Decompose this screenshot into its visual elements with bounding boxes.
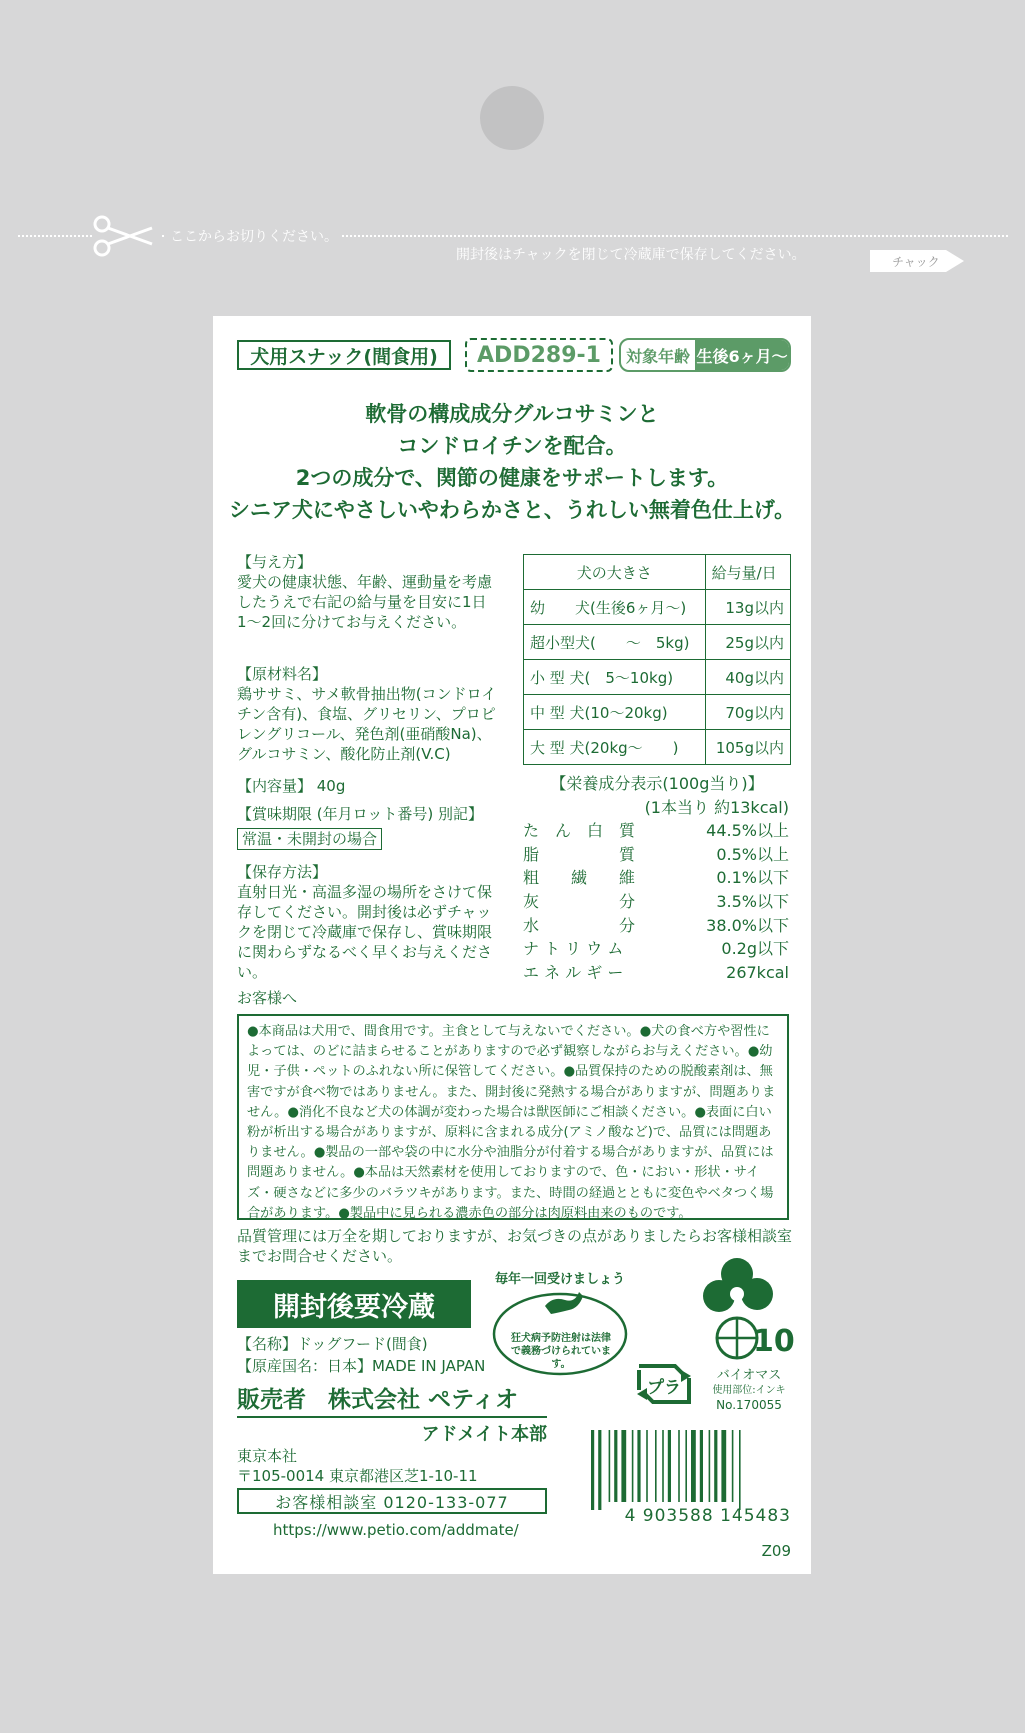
biomass-icon — [697, 1252, 797, 1364]
name-line: 【名称】ドッグフード(間食) — [237, 1335, 428, 1353]
zipper-hint: 開封後はチャックを閉じて冷蔵庫で保存してください。 — [456, 247, 806, 263]
headline-2: コンドロイチンを配合。 — [397, 434, 627, 458]
barcode-bar — [709, 1430, 711, 1502]
product-code-tag: ADD289-1 — [465, 338, 613, 372]
nutrition-value: 0.5%以上 — [716, 844, 789, 864]
label-panel — [213, 316, 811, 1574]
table-cell: 40g以内 — [705, 660, 790, 695]
biomass-no: No.170055 — [716, 1398, 782, 1412]
seller-label: 販売者 — [237, 1387, 306, 1413]
nutrition-label: 水 分 — [523, 915, 636, 935]
barcode-bar — [739, 1430, 741, 1510]
table-cell: 大 型 犬(20kg〜 ) — [524, 730, 706, 765]
content-amount: 【内容量】 40g — [237, 777, 346, 795]
nutrition-value: 267kcal — [726, 962, 789, 982]
to-customer: お客様へ — [237, 989, 298, 1007]
table-header-row — [524, 555, 791, 590]
hang-hole — [480, 86, 544, 150]
table-cell: 105g以内 — [705, 730, 790, 765]
table-row — [524, 695, 791, 730]
feeding-section — [237, 552, 501, 632]
phone-box: お客様相談室 0120-133-077 — [237, 1488, 547, 1514]
quality-note: 品質管理には万全を期しておりますが、お気づきの点がありましたらお客様相談室までお問合せください。 — [237, 1227, 793, 1265]
barcode-bar — [646, 1430, 648, 1502]
headline-4: シニア犬にやさしいやわらかさと、うれしい無着色仕上げ。 — [228, 498, 796, 522]
barcode-image — [589, 1430, 789, 1510]
rabies-text: 狂犬病予防注射は法律で義務づけられています。 — [511, 1333, 611, 1370]
nutrition-row — [523, 843, 789, 867]
table-cell: 13g以内 — [705, 590, 790, 625]
plastic-recycle-icon — [633, 1358, 695, 1410]
table-cell: 25g以内 — [705, 625, 790, 660]
address: 〒105-0014 東京都港区芝1-10-11 — [237, 1467, 478, 1485]
table-cell: 70g以内 — [705, 695, 790, 730]
nutrition-value: 38.0%以下 — [706, 915, 789, 935]
biomass-label: バイオマス — [716, 1368, 782, 1383]
scissors-icon — [92, 214, 162, 258]
nutrition-value: 3.5%以下 — [716, 891, 789, 911]
lot-code: Z09 — [761, 1542, 791, 1560]
nutrition-value: 44.5%以上 — [706, 821, 789, 841]
table-header: 給与量/日 — [705, 555, 790, 590]
nutrition-value: 0.2g以下 — [721, 939, 789, 959]
barcode-bar — [655, 1430, 657, 1502]
ingredients-title: 【原材料名】 — [237, 665, 328, 683]
nutrition-label: エ ネ ル ギ ー — [523, 962, 624, 982]
biomass-number: 10 — [753, 1324, 795, 1359]
recycle-label: プラ — [647, 1378, 681, 1398]
seller-name: 株式会社 ペティオ — [328, 1387, 519, 1413]
nutrition-row — [523, 961, 789, 985]
table-cell: 小 型 犬( 5〜10kg) — [524, 660, 706, 695]
barcode-bar — [678, 1430, 680, 1502]
barcode-bar — [668, 1430, 671, 1502]
barcode-bar — [621, 1430, 626, 1502]
nutrition-section — [523, 772, 791, 984]
ingredients-section — [237, 664, 501, 764]
barcode-bar — [662, 1430, 664, 1502]
nutrition-value: 0.1%以下 — [716, 868, 789, 888]
expiry-line: 【賞味期限 (年月ロット番号) 別記】 — [237, 805, 483, 823]
barcode-bar — [700, 1430, 703, 1502]
cut-hint: ここからお切りください。 — [166, 226, 342, 246]
storage-text: 直射日光・高温多湿の場所をさけて保存してください。開封後は必ずチャックを閉じて冷蔵庫で保存し、賞味期限に関わらずなるべく早くお与えください。 — [237, 883, 493, 981]
barcode-bar — [609, 1430, 611, 1502]
barcode-bar — [637, 1430, 640, 1502]
storage-section — [237, 862, 501, 982]
age-label: 対象年齢 — [626, 346, 691, 366]
nutrition-row — [523, 819, 789, 843]
age-tag — [619, 338, 791, 372]
expiry-box: 常温・未開封の場合 — [237, 828, 382, 850]
barcode-digits: 4 903588 145483 — [624, 1506, 791, 1526]
nutrition-row — [523, 890, 789, 914]
table-header: 犬の大きさ — [524, 555, 706, 590]
table-row — [524, 660, 791, 695]
biomass-text — [697, 1368, 801, 1413]
table-cell: 中 型 犬(10〜20kg) — [524, 695, 706, 730]
nutrition-row — [523, 866, 789, 890]
table-cell: 幼 犬(生後6ヶ月〜) — [524, 590, 706, 625]
barcode-bar — [685, 1430, 687, 1502]
nutrition-label: た ん 白 質 — [523, 821, 636, 841]
hq-label: 東京本社 — [237, 1447, 298, 1465]
feeding-title: 【与え方】 — [237, 553, 313, 571]
headline-3: 2つの成分で、関節の健康をサポートします。 — [295, 466, 729, 490]
product-type-tag: 犬用スナック(間食用) — [237, 340, 451, 370]
table-row — [524, 730, 791, 765]
zipper-tab[interactable] — [870, 248, 964, 274]
website-link[interactable]: https://www.petio.com/addmate/ — [273, 1521, 519, 1539]
nutrition-label: 粗 繊 維 — [523, 868, 636, 888]
notice-box: ●本商品は犬用で、間食用です。主食として与えないでください。●犬の食べ方や習性によっては、のどに詰まらせることがありますので必ず観察しながらお与えください。●幼児・子供・ペットのふれない所に保管してください。●品質保持のための脱酸素剤は、無害ですが食べ物ではありません。また、開封後に発熱する場合がありますが、問題ありません。●消化不良など犬の体調が変わった場合は獣医師にご相談ください。●表面に白い粉が析出する場合がありますが、原料に含まれる成分(アミノ酸など)で、品質には問題ありません。●製品の一部や袋の中に水分や油脂分が付着する場合がありますが、品質には問題ありません。●本品は天然素材を使用しておりますので、色・におい・形状・サイズ・硬さなどに多少のバラツキがあります。また、時間の経過とともに変色やベタつく場合があります。●製品中に見られる濃赤色の部分は肉原料由来のものです。 — [237, 1014, 789, 1220]
barcode-bar — [691, 1430, 696, 1502]
barcode-bar — [632, 1430, 634, 1502]
table-row — [524, 590, 791, 625]
nutrition-label: 灰 分 — [523, 891, 636, 911]
barcode-bar — [591, 1430, 594, 1510]
barcode-bar — [614, 1430, 617, 1502]
barcode-bar — [721, 1430, 726, 1502]
feeding-table — [523, 554, 791, 765]
seller-dept: アドメイト本部 — [421, 1424, 547, 1445]
barcode-bar — [598, 1430, 601, 1510]
nutrition-subtitle: (1本当り 約13kcal) — [644, 797, 789, 817]
table-row — [524, 625, 791, 660]
nutrition-row — [523, 914, 789, 938]
table-cell: 超小型犬( 〜 5kg) — [524, 625, 706, 660]
rabies-mark — [491, 1268, 629, 1380]
seller-line — [237, 1384, 547, 1418]
headline-1: 軟骨の構成成分グルコサミンと — [365, 402, 659, 426]
feeding-text: 愛犬の健康状態、年齢、運動量を考慮したうえで右記の給与量を目安に1日1〜2回に分けてお与えください。 — [237, 573, 493, 631]
nutrition-row — [523, 937, 789, 961]
origin-line: 【原産国名：日本】MADE IN JAPAN — [237, 1357, 486, 1375]
zipper-tab-label: チャック — [892, 255, 940, 269]
biomass-part: 使用部位:インキ — [712, 1385, 786, 1396]
nutrition-label: ナ ト リ ウ ム — [523, 939, 624, 959]
storage-title: 【保存方法】 — [237, 863, 328, 881]
nutrition-title: 【栄養成分表示(100g当り)】 — [550, 774, 764, 793]
barcode-bar — [714, 1430, 717, 1502]
ingredients-text: 鶏ササミ、サメ軟骨抽出物(コンドロイチン含有)、食塩、グリセリン、プロピレングリコール、発色剤(亜硝酸Na)、グルコサミン、酸化防止剤(V.C) — [237, 685, 497, 763]
age-value: 生後6ヶ月〜 — [695, 340, 789, 370]
nutrition-label: 脂 質 — [523, 844, 636, 864]
keep-refrigerated-badge: 開封後要冷蔵 — [237, 1280, 471, 1328]
rabies-title: 毎年一回受けましょう — [495, 1272, 626, 1287]
barcode-bar — [732, 1430, 734, 1502]
